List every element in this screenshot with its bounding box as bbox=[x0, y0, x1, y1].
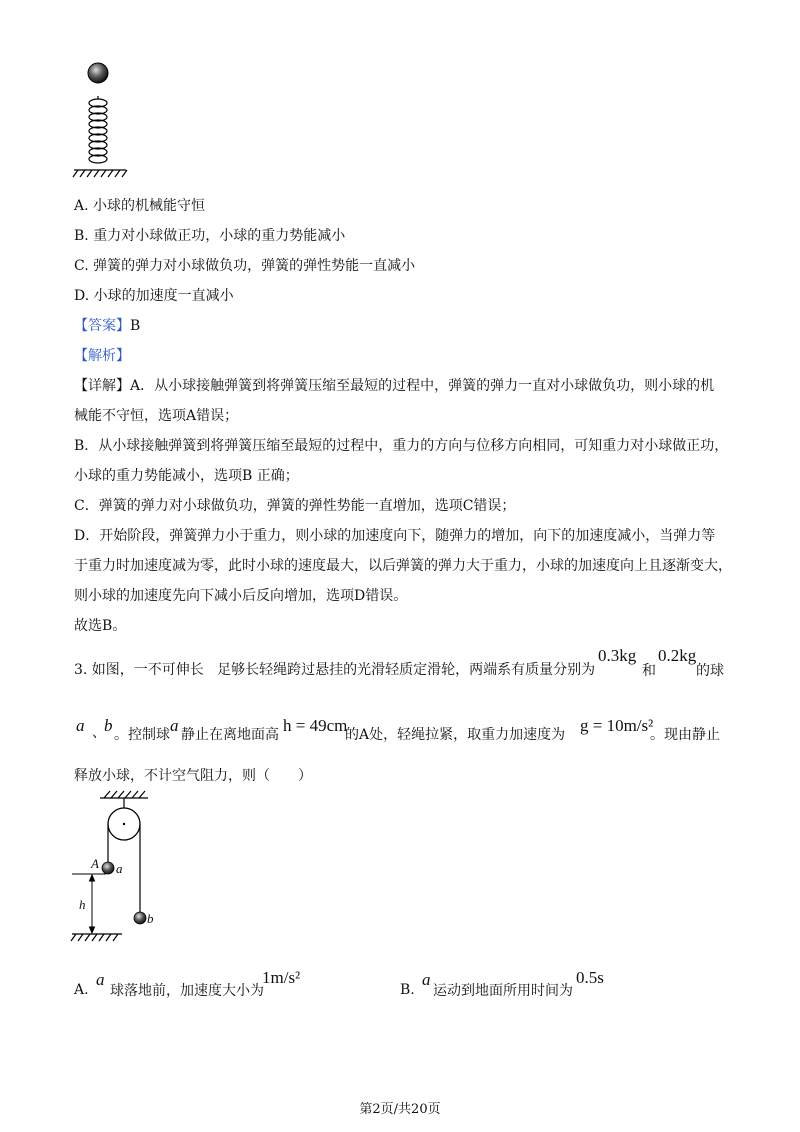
detail-line-7: 于重力时加速度减为零，此时小球的速度最大，以后弹簧的弹力大于重力，小球的加速度向上且逐渐变大， bbox=[74, 558, 732, 574]
answer-label: 【答案】 bbox=[74, 318, 130, 334]
pulley-axle bbox=[123, 823, 125, 825]
q3-stem-line-3: 释放小球，不计空气阻力，则（ ） bbox=[74, 768, 312, 784]
option-d-q2: D. 小球的加速度一直减小 bbox=[74, 288, 234, 304]
ground-2 bbox=[71, 934, 122, 941]
q3-option-a-label: A. bbox=[74, 982, 89, 998]
q3-stem-line-2b: 静止在离地面高 bbox=[181, 727, 279, 743]
q3-stem-line-2c: 的A处，轻绳拉紧，取重力加速度为 bbox=[345, 727, 566, 743]
analysis-label: 【解析】 bbox=[74, 348, 130, 364]
detail-line-3: B．从小球接触弹簧到将弹簧压缩至最短的过程中，重力的方向与位移方向相同，可知重力对小球做正功， bbox=[74, 438, 729, 454]
q3-stem-line-1: 3. 如图，一不可伸长 足够长轻绳跨过悬挂的光滑轻质定滑轮，两端系有质量分别为 bbox=[74, 662, 596, 678]
ball-spring-figure bbox=[70, 58, 140, 183]
option-c-q2: C. 弹簧的弹力对小球做负功，弹簧的弹性势能一直减小 bbox=[74, 258, 416, 274]
spring bbox=[89, 96, 107, 163]
q3-option-a-var: a bbox=[96, 970, 105, 989]
ball-b bbox=[134, 912, 146, 924]
q3-sep: 、 bbox=[92, 725, 106, 741]
detail-label: 【详解】 bbox=[74, 378, 130, 394]
q3-stem-line-2a: 。控制球 bbox=[114, 727, 170, 743]
q3-stem-line-2d: 。现由静止 bbox=[650, 727, 720, 743]
label-b: b bbox=[147, 911, 154, 926]
q3-ball-word: 的球 bbox=[696, 663, 724, 679]
ceiling bbox=[100, 791, 148, 810]
detail-line-6: D．开始阶段，弹簧弹力小于重力，则小球的加速度向下，随弹力的增加，向下的加速度减小，当弹力等 bbox=[74, 528, 716, 544]
var-a-2: a bbox=[170, 716, 179, 735]
q3-option-b-text: 运动到地面所用时间为 bbox=[433, 983, 573, 999]
ball-a bbox=[102, 862, 114, 874]
detail-line-2: 械能不守恒，选项A错误； bbox=[74, 408, 239, 424]
var-b: b bbox=[104, 716, 113, 735]
height-arrow bbox=[90, 875, 95, 933]
answer-value: B bbox=[130, 318, 141, 334]
detail-conclusion: 故选B。 bbox=[74, 618, 127, 634]
detail-line-5: C．弹簧的弹力对小球做负功，弹簧的弹性势能一直增加，选项C错误； bbox=[74, 498, 516, 514]
q3-option-b-label: B. bbox=[400, 982, 415, 998]
q3-option-b-value: 0.5s bbox=[576, 968, 604, 987]
detail-line-1: 【详解】A．从小球接触弹簧到将弹簧压缩至最短的过程中，弹簧的弹力一直对小球做负功，则小球的机 bbox=[74, 378, 715, 394]
h-expression: h = 49cm bbox=[283, 716, 348, 735]
q3-option-b-var: a bbox=[422, 970, 431, 989]
mass-a-value: 0.3kg bbox=[598, 646, 637, 665]
detail-line-8: 则小球的加速度先向下减小后反向增加，选项D错误。 bbox=[74, 588, 408, 604]
label-h: h bbox=[79, 897, 86, 912]
analysis-line bbox=[74, 346, 130, 366]
answer-line bbox=[74, 316, 140, 336]
detail-line-4: 小球的重力势能减小，选项B 正确； bbox=[74, 468, 299, 484]
var-a: a bbox=[76, 716, 85, 735]
q3-option-a-value: 1m/s² bbox=[262, 968, 301, 987]
q3-and: 和 bbox=[642, 663, 656, 679]
option-b-q2: B. 重力对小球做正功，小球的重力势能减小 bbox=[74, 228, 346, 244]
g-expression: g = 10m/s² bbox=[580, 716, 654, 735]
q3-option-a-text: 球落地前，加速度大小为 bbox=[110, 983, 264, 999]
ground bbox=[73, 170, 127, 177]
option-a-q2: A. 小球的机械能守恒 bbox=[74, 198, 206, 214]
label-A: A bbox=[91, 856, 99, 871]
ball bbox=[88, 63, 108, 83]
page-footer: 第2页/共20页 bbox=[359, 1102, 441, 1117]
label-a: a bbox=[116, 861, 123, 876]
pulley-figure bbox=[70, 788, 180, 948]
mass-b-value: 0.2kg bbox=[658, 646, 697, 665]
